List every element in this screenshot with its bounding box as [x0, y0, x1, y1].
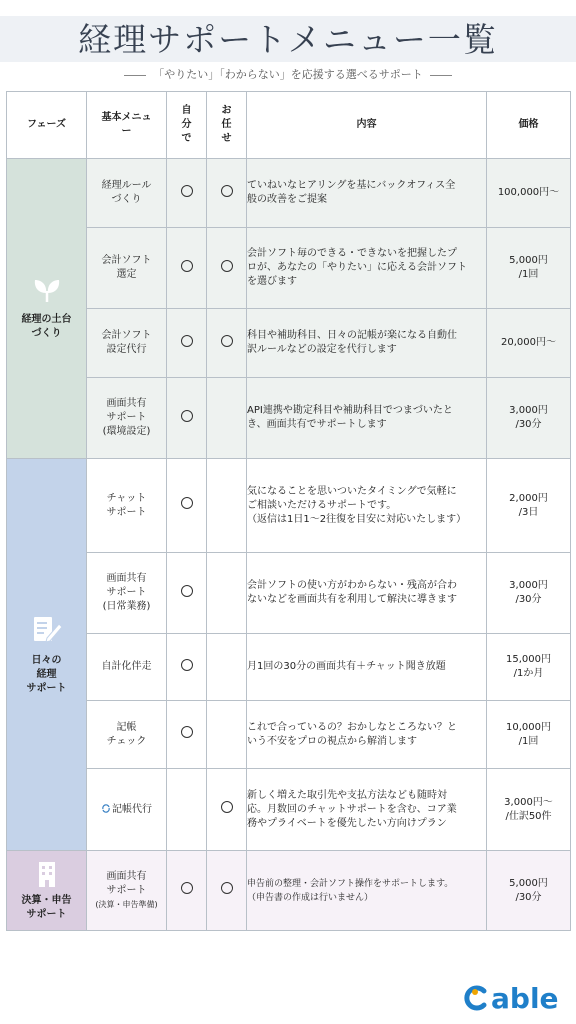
header-omakase-label: お任せ — [221, 105, 232, 144]
content-cell: ていねいなヒアリングを基にバックオフィス全 般の改善をご提案 — [247, 159, 487, 228]
price-cell: 20,000円〜 — [487, 309, 571, 378]
refresh-icon — [101, 804, 111, 813]
phase-cell-foundation — [7, 159, 87, 459]
price-cell: 3,000円 /30分 — [487, 378, 571, 459]
omakase-cell — [207, 459, 247, 553]
self-cell — [167, 459, 207, 553]
table-row — [7, 378, 571, 459]
circle-mark — [181, 659, 193, 671]
subtitle-rule-right — [430, 75, 452, 76]
content-cell: 申告前の整理・会計ソフト操作をサポートします。 （申告書の作成は行いません） — [247, 851, 487, 931]
menu-table — [6, 91, 571, 931]
content-cell: 会計ソフト毎のできる・できないを把握したプ ロが、あなたの「やりたい」に応える会計ソフト を選びます — [247, 228, 487, 309]
circle-mark — [181, 882, 193, 894]
table-row — [7, 769, 571, 851]
menu-name-sub: (決算・申告準備) — [95, 899, 158, 909]
circle-mark — [221, 801, 233, 813]
price-cell: 5,000円 /30分 — [487, 851, 571, 931]
self-cell — [167, 701, 207, 769]
menu-name: チャット サポート — [87, 459, 167, 553]
menu-name: 記帳 チェック — [87, 701, 167, 769]
circle-mark — [181, 410, 193, 422]
content-cell: 科目や補助科目、日々の記帳が楽になる自動仕 訳ルールなどの設定を代行します — [247, 309, 487, 378]
phase-cell-daily — [7, 459, 87, 851]
phase-label: 経理の土台 づくり — [21, 313, 72, 339]
circle-mark — [181, 260, 193, 272]
circle-mark — [181, 335, 193, 347]
circle-mark — [221, 185, 233, 197]
content-cell: 気になることを思いついたタイミングで気軽に ご相談いただけるサポートです。 （返信は1日1〜2往復を目安に対応いたします） — [247, 459, 487, 553]
logo-c-mark — [462, 984, 490, 1012]
table-row — [7, 701, 571, 769]
phase-cell-settlement — [7, 851, 87, 931]
self-cell — [167, 851, 207, 931]
content-cell: API連携や勘定科目や補助科目でつまづいたと き、画面共有でサポートします — [247, 378, 487, 459]
price-cell: 100,000円〜 — [487, 159, 571, 228]
table-header-row — [7, 92, 571, 159]
price-cell: 2,000円 /3日 — [487, 459, 571, 553]
self-cell — [167, 228, 207, 309]
omakase-cell — [207, 378, 247, 459]
edit-document-icon — [31, 614, 63, 644]
menu-name: 画面共有 サポート (環境設定) — [87, 378, 167, 459]
page-subtitle — [0, 66, 576, 84]
content-cell: 会計ソフトの使い方がわからない・残高が合わ ないなどを画面共有を利用して解決に導きます — [247, 553, 487, 634]
circle-mark — [221, 882, 233, 894]
header-phase: フェーズ — [7, 92, 87, 159]
price-cell: 10,000円 /1回 — [487, 701, 571, 769]
phase-label: 決算・申告 サポート — [21, 894, 72, 920]
self-cell — [167, 553, 207, 634]
table-row — [7, 159, 571, 228]
self-cell — [167, 309, 207, 378]
self-cell — [167, 378, 207, 459]
omakase-cell — [207, 553, 247, 634]
logo-text: able — [491, 981, 559, 1015]
header-menu — [87, 92, 167, 159]
table-row — [7, 459, 571, 553]
menu-name — [87, 851, 167, 931]
header-omakase — [207, 92, 247, 159]
circle-mark — [181, 726, 193, 738]
omakase-cell — [207, 634, 247, 701]
circle-mark — [181, 185, 193, 197]
sprout-icon — [32, 277, 62, 303]
self-cell — [167, 769, 207, 851]
omakase-cell — [207, 851, 247, 931]
content-cell: 月1回の30分の画面共有＋チャット聞き放題 — [247, 634, 487, 701]
omakase-cell — [207, 769, 247, 851]
menu-name-label: 記帳代行 — [112, 803, 152, 815]
content-cell: 新しく増えた取引先や支払方法なども随時対 応。月数回のチャットサポートを含む、コア業 務やプライベートを優先したい方向けプラン — [247, 769, 487, 851]
self-cell — [167, 159, 207, 228]
menu-name-label: 画面共有 サポート — [106, 870, 147, 896]
cable-logo — [462, 980, 559, 1016]
header-self — [167, 92, 207, 159]
circle-mark — [221, 335, 233, 347]
menu-name: 画面共有 サポート (日常業務) — [87, 553, 167, 634]
price-cell: 3,000円 /30分 — [487, 553, 571, 634]
header-self-label: 自分で — [181, 105, 192, 144]
table-row — [7, 309, 571, 378]
table-row — [7, 634, 571, 701]
menu-name: 経理ルール づくり — [87, 159, 167, 228]
menu-name: 会計ソフト 選定 — [87, 228, 167, 309]
header-price: 価格 — [487, 92, 571, 159]
table-row — [7, 228, 571, 309]
price-cell: 5,000円 /1回 — [487, 228, 571, 309]
subtitle-text: 「やりたい」「わからない」を応援する選べるサポート — [153, 68, 423, 81]
building-icon — [36, 860, 58, 888]
table-row — [7, 553, 571, 634]
subtitle-rule-left — [124, 75, 146, 76]
circle-mark — [181, 497, 193, 509]
content-cell: これで合っているの？おかしなところない？と いう不安をプロの視点から解消します — [247, 701, 487, 769]
circle-mark — [181, 585, 193, 597]
omakase-cell — [207, 309, 247, 378]
price-cell: 3,000円〜 /仕訳50件 — [487, 769, 571, 851]
page-title: 経理サポートメニュー一覧 — [78, 20, 498, 59]
price-cell: 15,000円 /1か月 — [487, 634, 571, 701]
header-menu-label: 基本メニュー — [101, 112, 152, 137]
table-row — [7, 851, 571, 931]
menu-name: 自計化伴走 — [87, 634, 167, 701]
omakase-cell — [207, 228, 247, 309]
omakase-cell — [207, 701, 247, 769]
circle-mark — [221, 260, 233, 272]
phase-label: 日々の 経理 サポート — [26, 654, 67, 694]
omakase-cell — [207, 159, 247, 228]
header-content: 内容 — [247, 92, 487, 159]
menu-name — [87, 769, 167, 851]
menu-name: 会計ソフト 設定代行 — [87, 309, 167, 378]
self-cell — [167, 634, 207, 701]
